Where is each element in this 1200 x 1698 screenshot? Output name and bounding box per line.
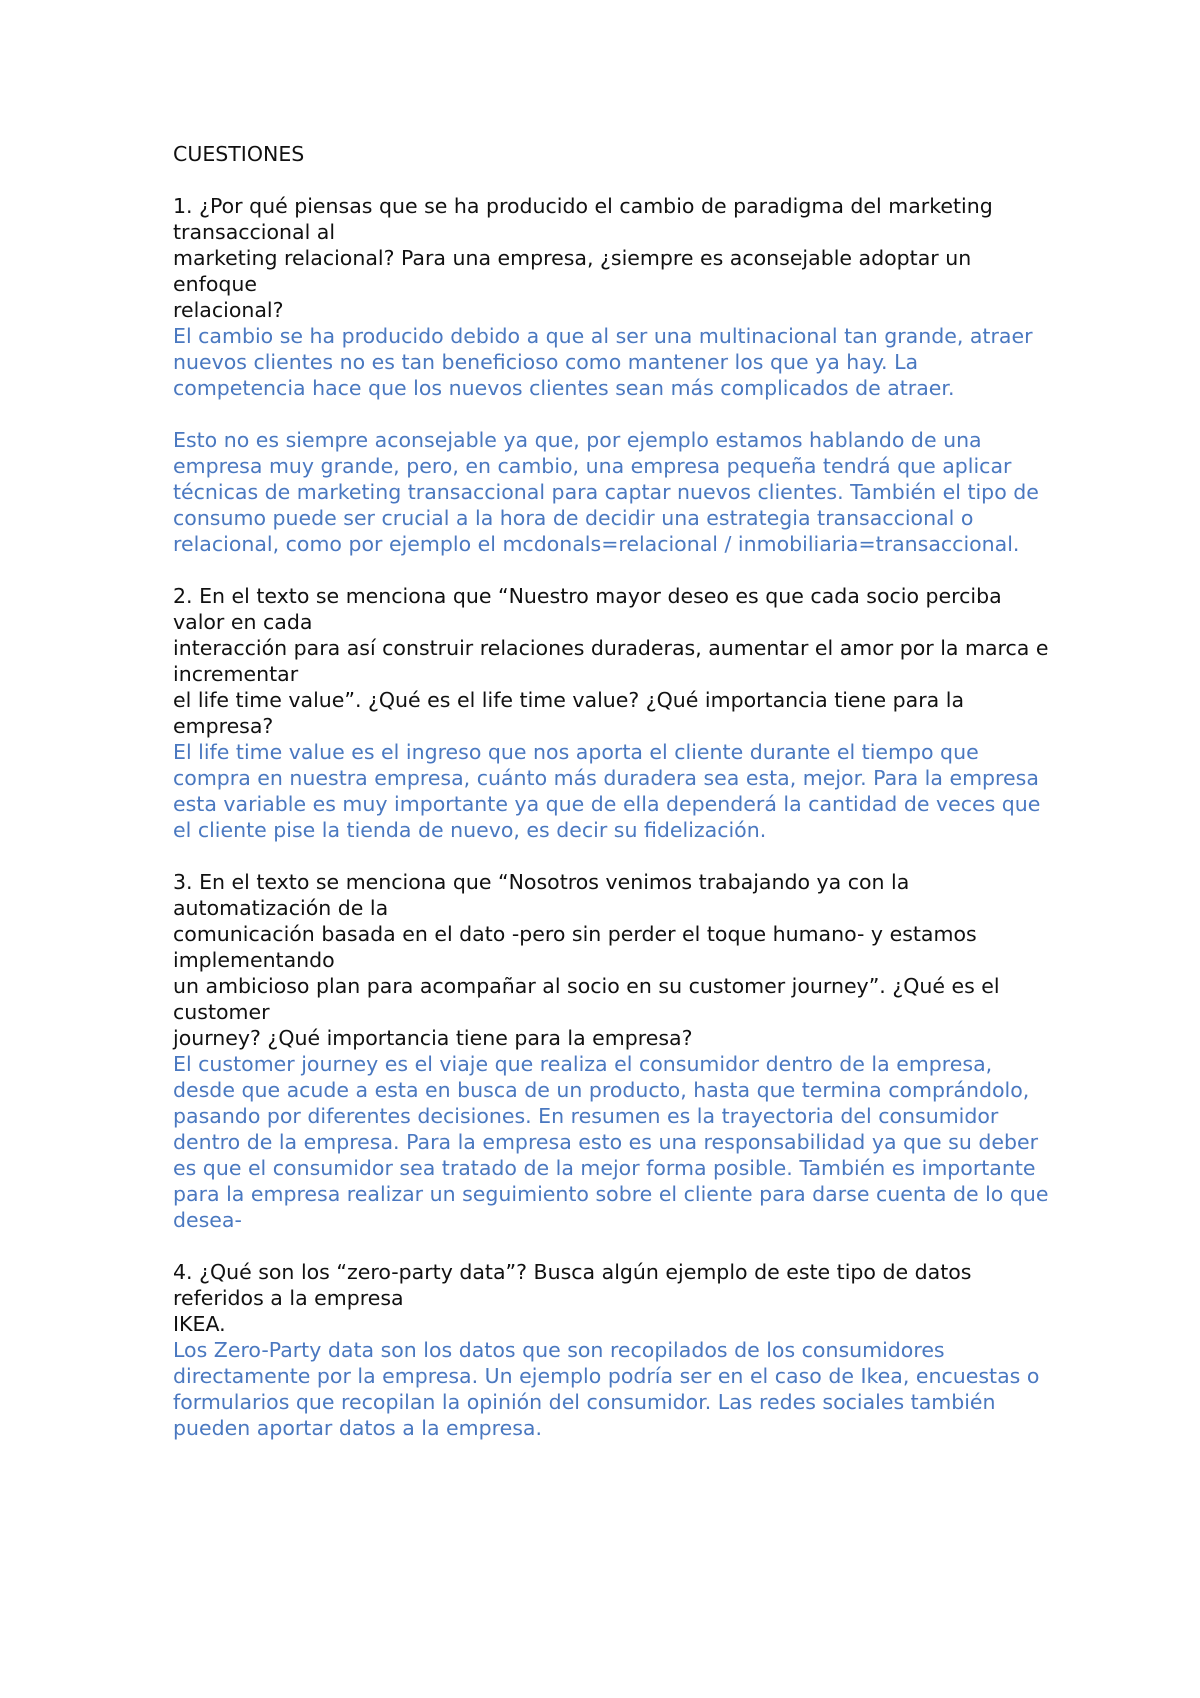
paragraph-gap: [173, 401, 1053, 427]
answer-paragraph: Esto no es siempre aconsejable ya que, por ejemplo estamos hablando de una empresa muy grande, pero, en cambio, una empresa pequeña tendrá que aplicar técnicas de marketing transaccional para captar nuevos clientes. También el tipo de consumo puede ser crucial a la hora de decidir una estrategia transaccional o relacional, como por ejemplo el mcdonals=relacional / inmobiliaria=transaccional.: [173, 428, 1039, 556]
answer-paragraph: Los Zero-Party data son los datos que son recopilados de los consumidores directamente por la empresa. Un ejemplo podría ser en el caso de Ikea, encuestas o formularios que recopilan la opinión del consumidor. Las redes sociales también pueden aportar datos a la empresa.: [173, 1338, 1040, 1440]
document-title: CUESTIONES: [173, 142, 305, 166]
question-3: [173, 869, 1053, 1233]
question-line: relacional?: [173, 298, 284, 322]
question-1: [173, 193, 1053, 557]
question-line: comunicación basada en el dato -pero sin perder el toque humano- y estamos implementando: [173, 922, 977, 972]
question-line: el life time value”. ¿Qué es el life time value? ¿Qué importancia tiene para la empresa?: [173, 688, 965, 738]
question-line: IKEA.: [173, 1312, 226, 1336]
section-gap: [173, 1233, 1053, 1259]
section-gap: [173, 843, 1053, 869]
document-content: [173, 141, 1053, 1441]
answer-paragraph: El life time value es el ingreso que nos aporta el cliente durante el tiempo que compra en nuestra empresa, cuánto más duradera sea esta, mejor. Para la empresa esta variable es muy importante ya que de ella dependerá la cantidad de veces que el cliente pise la tienda de nuevo, es decir su fidelización.: [173, 740, 1041, 842]
question-2: [173, 583, 1053, 843]
question-line: 3. En el texto se menciona que “Nosotros venimos trabajando ya con la automatización de la: [173, 870, 910, 920]
answer-paragraph: El customer journey es el viaje que realiza el consumidor dentro de la empresa, desde que acude a esta en busca de un producto, hasta que termina comprándolo, pasando por diferentes decisiones. En resumen es la trayectoria del consumidor dentro de la empresa. Para la empresa esto es una responsabilidad ya que su deber es que el consumidor sea tratado de la mejor forma posible. También es importante para la empresa realizar un seguimiento sobre el cliente para darse cuenta de lo que desea-: [173, 1052, 1049, 1232]
section-gap: [173, 557, 1053, 583]
question-line: marketing relacional? Para una empresa, ¿siempre es aconsejable adoptar un enfoque: [173, 246, 972, 296]
question-line: journey? ¿Qué importancia tiene para la empresa?: [173, 1026, 693, 1050]
question-line: un ambicioso plan para acompañar al socio en su customer journey”. ¿Qué es el customer: [173, 974, 1000, 1024]
answer-paragraph: El cambio se ha producido debido a que al ser una multinacional tan grande, atraer nuevos clientes no es tan beneficioso como mantener los que ya hay. La competencia hace que los nuevos clientes sean más complicados de atraer.: [173, 324, 1033, 400]
question-line: interacción para así construir relaciones duraderas, aumentar el amor por la marca e incrementar: [173, 636, 1049, 686]
question-4: [173, 1259, 1053, 1441]
question-line: 4. ¿Qué son los “zero-party data”? Busca algún ejemplo de este tipo de datos referidos a la empresa: [173, 1260, 972, 1310]
question-line: 2. En el texto se menciona que “Nuestro mayor deseo es que cada socio perciba valor en cada: [173, 584, 1002, 634]
question-line: 1. ¿Por qué piensas que se ha producido el cambio de paradigma del marketing transaccional al: [173, 194, 993, 244]
